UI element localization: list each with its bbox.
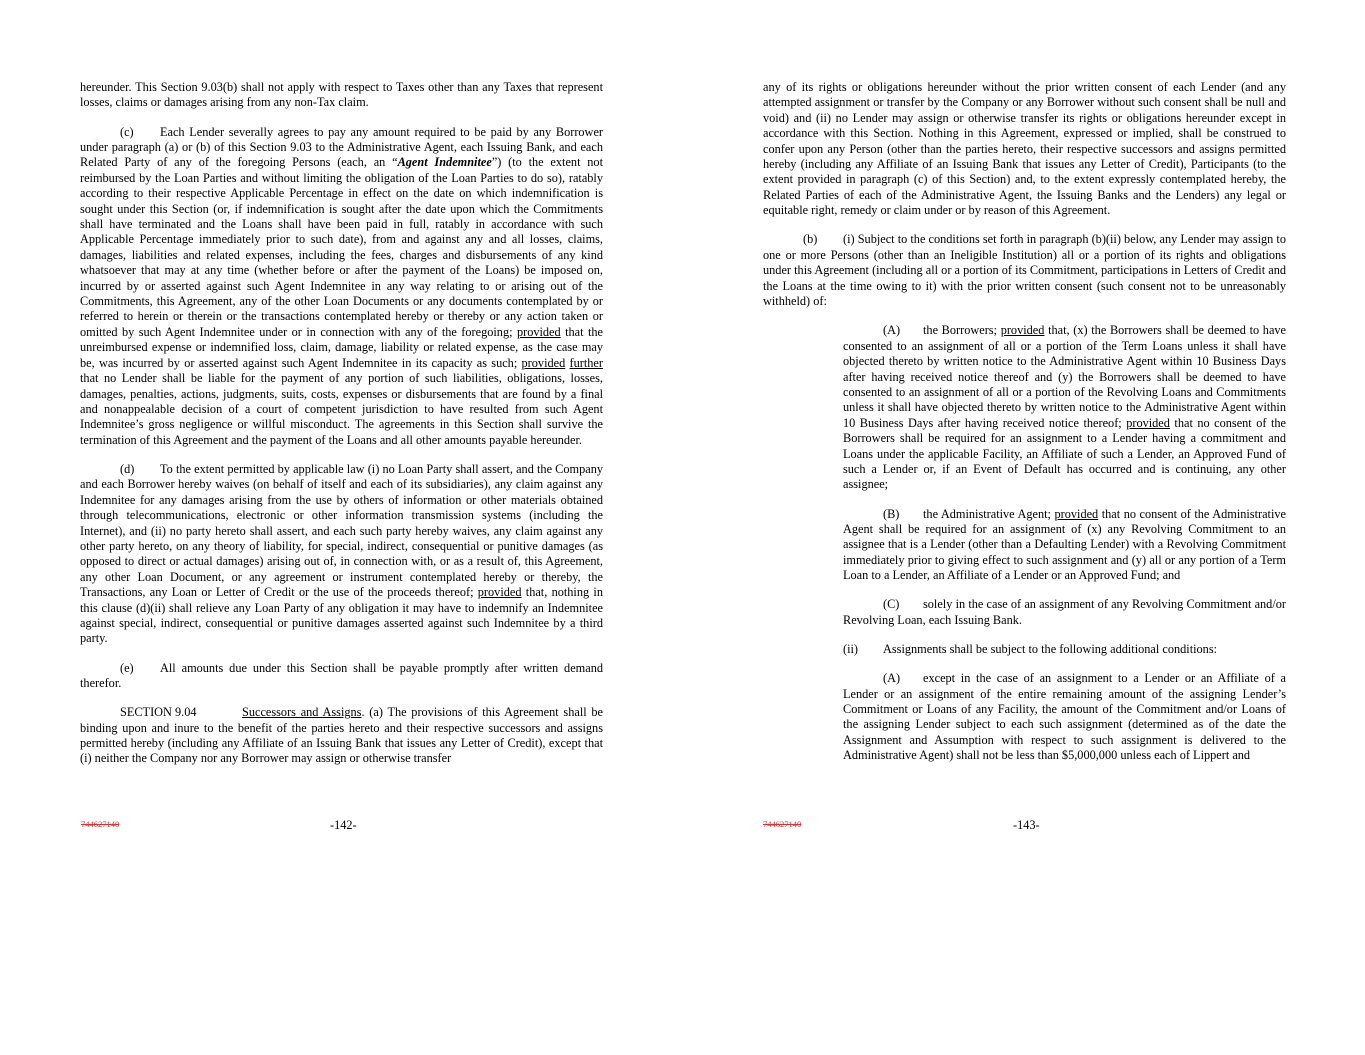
document-number: 744627140 (763, 819, 802, 829)
paragraph-b-C: (C) solely in the case of an assignment of any Revolving Commitment and/or Revolving Loan, each Issuing Bank. (843, 597, 1286, 627)
paragraph-label: (A) (883, 323, 901, 338)
paragraph-label: (d) (120, 461, 135, 476)
paragraph-ii-A: (A) except in the case of an assignment to a Lender or an Affiliate of a Lender or an assignment of the entire remaining amount of the assigning Lender’s Commitment or Loans of any Facility, the amount of the Commitment and/or Loans of the assigning Lender subject to each such assignment (determined as of the date the Assignment and Assumption with respect to such assignment is delivered to the Administrative Agent) shall not be less than $5,000,000 unless each of Lippert and (843, 671, 1286, 763)
document-number: 744627140 (81, 819, 120, 829)
paragraph-c: (c) Each Lender severally agrees to pay any amount required to be paid by any Borrower under paragraph (a) or (b) of this Section 9.03 to the Administrative Agent, each Issuing Bank, and each Related Party of any of the foregoing Persons (each, an “Agent Indemnitee”) (to the extent not reimbursed by the Loan Parties and without limiting the obligation of the Loan Parties to do so), ratably according to their respective Applicable Percentage in effect on the date on which indemnification is sought under this Section (or, if indemnification is sought after the date upon which the Commitments shall have terminated and the Loans shall have been paid in full, ratably in accordance with such Applicable Percentage immediately prior to such date), from and against any and all losses, claims, damages, liabilities and related expenses, including the fees, charges and disbursements of any kind whatsoever that may at any time (whether before or after the payment of the Loans) be imposed on, incurred by or asserted against such Agent Indemnitee in any way relating to or arising out of the Commitments, this Agreement, any of the other Loan Documents or any documents contemplated by or referred to herein or therein or the transactions contemplated hereby or thereby or any action taken or omitted by such Agent Indemnitee under or in connection with any of the foregoing; provided that the unreimbursed expense or indemnified loss, claim, damage, liability or related expense, as the case may be, was incurred by or asserted against such Agent Indemnitee in its capacity as such; provided further that no Lender shall be liable for the payment of any portion of such liabilities, obligations, losses, damages, penalties, actions, judgments, suits, costs, expenses or disbursements that are found by a final and nonappealable decision of a court of competent jurisdiction to have resulted from such Agent Indemnitee’s gross negligence or willful misconduct. The agreements in this Section shall survive the termination of this Agreement and the payment of the Loans and all other amounts payable hereunder. (80, 124, 603, 447)
page-142 (80, 80, 603, 781)
paragraph-label: (A) (883, 671, 901, 686)
paragraph-continuation: hereunder. This Section 9.03(b) shall not apply with respect to Taxes other than any Taxes that represent losses, claims or damages arising from any non-Tax claim. (80, 80, 603, 110)
page-143 (763, 80, 1286, 777)
paragraph-d: (d) To the extent permitted by applicable law (i) no Loan Party shall assert, and the Company and each Borrower hereby waives (on behalf of itself and each of its subsidiaries), any claim against any Indemnitee for any damages arising from the use by others of information or other materials obtained through telecommunications, electronic or other information transmission systems (including the Internet), and (ii) no party hereto shall assert, and each such party hereby waives, any claim against any other party hereto, on any theory of liability, for special, indirect, consequential or punitive damages (as opposed to direct or actual damages) arising out of, in connection with, or as a result of, this Agreement, any other Loan Document, or any agreement or instrument contemplated hereby or thereby, the Transactions, any Loan or Letter of Credit or the use of the proceeds thereof; provided that, nothing in this clause (d)(ii) shall relieve any Loan Party of any obligation it may have to indemnify an Indemnitee against special, indirect, consequential or punitive damages asserted against such Indemnitee by a third party. (80, 461, 603, 646)
defined-term: Agent Indemnitee (397, 155, 492, 170)
paragraph-b-A: (A) the Borrowers; provided that, (x) the Borrowers shall be deemed to have consented to an assignment of all or a portion of the Term Loans unless it shall have objected thereto by written notice to the Administrative Agent within 10 Business Days after having received notice thereof and (y) the Borrowers shall be deemed to have consented to an assignment of all or a portion of the Revolving Loans and Commitments unless it shall have objected thereto by written notice to the Administrative Agent within 10 Business Days after having received notice thereof; provided that no consent of the Borrowers shall be required for an assignment to a Lender having a commitment and Loans under the applicable Facility, an Affiliate of such a Lender, an Approved Fund of such a Lender or, if an Event of Default has occurred and is continuing, any other assignee; (843, 323, 1287, 492)
section-title: Successors and Assigns (242, 705, 362, 720)
section-label: SECTION 9.04 (120, 705, 197, 720)
paragraph-label: (b) (803, 232, 818, 247)
paragraph-label: (c) (120, 124, 134, 139)
paragraph-label: (C) (883, 597, 900, 612)
paragraph-label: (B) (883, 506, 900, 521)
paragraph-b-B: (B) the Administrative Agent; provided that no consent of the Administrative Agent shall be required for an assignment of (x) any Revolving Commitment to an assignee that is a Lender (other than a Defaulting Lender) with a Revolving Commitment immediately prior to giving effect to such assignment and (y) all or any portion of a Term Loan to a Lender, an Affiliate of a Lender or an Approved Fund; and (843, 506, 1287, 583)
page-number: -142- (330, 818, 357, 832)
paragraph-label: (e) (120, 660, 134, 675)
section-9-04: SECTION 9.04 Successors and Assigns. (a) The provisions of this Agreement shall be binding upon and inure to the benefit of the parties hereto and their respective successors and assigns permitted hereby (including any Affiliate of an Issuing Bank that issues any Letter of Credit), except that (i) neither the Company nor any Borrower may assign or otherwise transfer (80, 705, 603, 766)
page-number: -143- (1013, 818, 1040, 832)
paragraph-e: (e) All amounts due under this Section shall be payable promptly after written demand therefor. (80, 660, 603, 691)
paragraph-b: (b) (i) Subject to the conditions set forth in paragraph (b)(ii) below, any Lender may assign to one or more Persons (other than an Ineligible Institution) all or a portion of its rights and obligations under this Agreement (including all or a portion of its Commitment, participations in Letters of Credit and the Loans at the time owing to it) with the prior written consent (such consent not to be unreasonably withheld) of: (763, 232, 1286, 309)
paragraph-continuation: any of its rights or obligations hereunder without the prior written consent of each Lender (and any attempted assignment or transfer by the Company or any Borrower without such consent shall be null and void) and (ii) no Lender may assign or otherwise transfer its rights or obligations hereunder except in accordance with this Section. Nothing in this Agreement, expressed or implied, shall be construed to confer upon any Person (other than the parties hereto, their respective successors and assigns permitted hereby (including any Affiliate of an Issuing Bank that issues any Letter of Credit), Participants (to the extent provided in paragraph (c) of this Section) and, to the extent expressly contemplated hereby, the Related Parties of each of the Administrative Agent, the Issuing Banks and the Lenders) any legal or equitable right, remedy or claim under or by reason of this Agreement. (763, 80, 1286, 218)
paragraph-ii: (ii) Assignments shall be subject to the following additional conditions: (843, 641, 1218, 656)
paragraph-label: (ii) (843, 641, 859, 656)
